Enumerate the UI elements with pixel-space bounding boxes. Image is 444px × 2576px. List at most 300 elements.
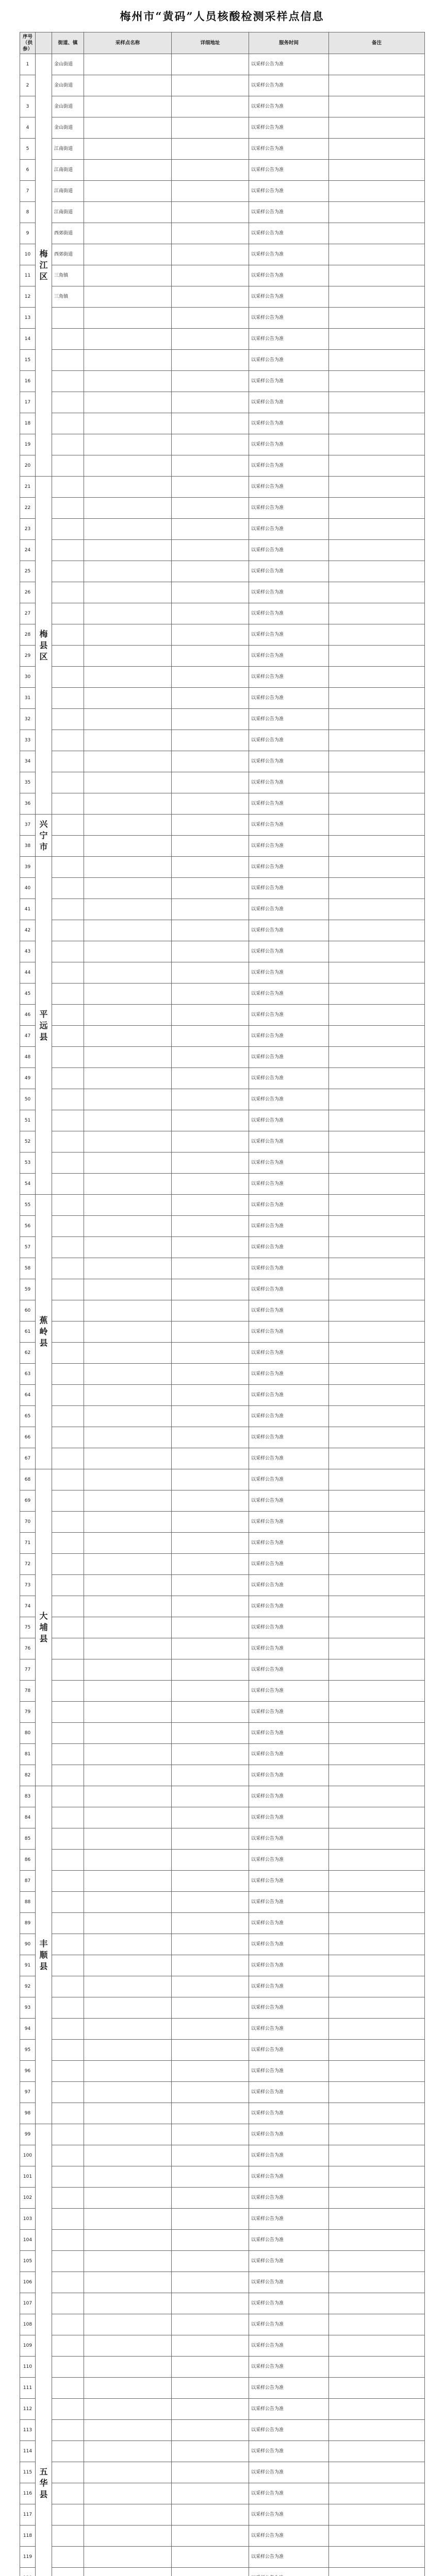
remark-cell	[329, 540, 425, 561]
row-number: 57	[20, 1237, 36, 1258]
row-number: 109	[20, 2335, 36, 2357]
row-number: 69	[20, 1490, 36, 1512]
row-number: 2	[20, 75, 36, 96]
address-cell	[172, 1216, 249, 1237]
address-cell	[172, 730, 249, 751]
row-number: 33	[20, 730, 36, 751]
district-pingyuan: 平远县	[36, 857, 52, 1195]
table-row	[20, 1512, 425, 1533]
address-cell	[172, 413, 249, 434]
address-cell	[172, 941, 249, 962]
town-cell	[52, 2061, 84, 2082]
table-row	[20, 2399, 425, 2420]
table-row	[20, 1913, 425, 1934]
site-name-cell	[84, 920, 172, 941]
address-cell	[172, 223, 249, 244]
town-cell	[52, 2483, 84, 2504]
town-cell	[52, 1047, 84, 1068]
remark-cell	[329, 1300, 425, 1321]
address-cell	[172, 455, 249, 477]
site-name-cell	[84, 2251, 172, 2272]
remark-cell	[329, 1828, 425, 1850]
site-name-cell	[84, 1195, 172, 1216]
address-cell	[172, 1807, 249, 1828]
row-number: 119	[20, 2547, 36, 2568]
service-time-cell: 以采样公告为准	[249, 984, 329, 1005]
table-body	[20, 54, 425, 2576]
table-row	[20, 1934, 425, 1955]
table-row	[20, 2420, 425, 2441]
table-row	[20, 603, 425, 624]
town-cell	[52, 477, 84, 498]
address-cell	[172, 857, 249, 878]
remark-cell	[329, 139, 425, 160]
row-number: 84	[20, 1807, 36, 1828]
site-name-cell	[84, 793, 172, 815]
town-cell	[52, 1807, 84, 1828]
service-time-cell: 以采样公告为准	[249, 1892, 329, 1913]
site-name-cell	[84, 1828, 172, 1850]
service-time-cell: 以采样公告为准	[249, 1279, 329, 1300]
address-cell	[172, 2103, 249, 2124]
remark-cell	[329, 793, 425, 815]
site-name-cell	[84, 2314, 172, 2335]
site-name-cell	[84, 2441, 172, 2462]
town-cell	[52, 413, 84, 434]
address-cell	[172, 540, 249, 561]
row-number: 20	[20, 455, 36, 477]
site-name-cell	[84, 350, 172, 371]
table-row	[20, 709, 425, 730]
address-cell	[172, 1385, 249, 1406]
site-name-cell	[84, 2483, 172, 2504]
table-row	[20, 96, 425, 117]
table-row	[20, 1026, 425, 1047]
town-cell	[52, 1681, 84, 1702]
row-number: 51	[20, 1110, 36, 1131]
address-cell	[172, 1174, 249, 1195]
service-time-cell: 以采样公告为准	[249, 2040, 329, 2061]
site-name-cell	[84, 561, 172, 582]
row-number: 96	[20, 2061, 36, 2082]
address-cell	[172, 2399, 249, 2420]
address-cell	[172, 1300, 249, 1321]
service-time-cell: 以采样公告为准	[249, 244, 329, 265]
remark-cell	[329, 836, 425, 857]
table-row	[20, 2441, 425, 2462]
row-number: 21	[20, 477, 36, 498]
address-cell	[172, 1237, 249, 1258]
address-cell	[172, 308, 249, 329]
town-cell	[52, 1469, 84, 1490]
service-time-cell: 以采样公告为准	[249, 96, 329, 117]
town-cell	[52, 1723, 84, 1744]
site-name-cell	[84, 1385, 172, 1406]
town-cell	[52, 2526, 84, 2547]
address-cell	[172, 1364, 249, 1385]
row-number: 60	[20, 1300, 36, 1321]
site-name-cell	[84, 1258, 172, 1279]
remark-cell	[329, 667, 425, 688]
row-number: 98	[20, 2103, 36, 2124]
town-cell	[52, 1131, 84, 1153]
site-name-cell	[84, 2462, 172, 2483]
row-number: 36	[20, 793, 36, 815]
remark-cell	[329, 646, 425, 667]
address-cell	[172, 1026, 249, 1047]
table-row	[20, 1765, 425, 1786]
town-cell: 金山街道	[52, 54, 84, 75]
row-number: 71	[20, 1533, 36, 1554]
service-time-cell: 以采样公告为准	[249, 1005, 329, 1026]
service-time-cell: 以采样公告为准	[249, 329, 329, 350]
address-cell	[172, 2124, 249, 2145]
town-cell	[52, 308, 84, 329]
row-number: 34	[20, 751, 36, 772]
row-number: 15	[20, 350, 36, 371]
service-time-cell: 以采样公告为准	[249, 286, 329, 308]
address-cell	[172, 117, 249, 139]
town-cell	[52, 984, 84, 1005]
town-cell	[52, 1575, 84, 1596]
remark-cell	[329, 1047, 425, 1068]
address-cell	[172, 815, 249, 836]
table-row	[20, 2293, 425, 2314]
table-row	[20, 667, 425, 688]
table-row	[20, 1469, 425, 1490]
service-time-cell: 以采样公告为准	[249, 1469, 329, 1490]
address-cell	[172, 244, 249, 265]
town-cell	[52, 582, 84, 603]
address-cell	[172, 667, 249, 688]
address-cell	[172, 2272, 249, 2293]
site-name-cell	[84, 624, 172, 646]
service-time-cell: 以采样公告为准	[249, 2061, 329, 2082]
site-name-cell	[84, 878, 172, 899]
town-cell	[52, 1195, 84, 1216]
table-row	[20, 1005, 425, 1026]
address-cell	[172, 646, 249, 667]
table-row	[20, 265, 425, 286]
remark-cell	[329, 2504, 425, 2526]
site-name-cell	[84, 392, 172, 413]
remark-cell	[329, 815, 425, 836]
town-cell	[52, 1744, 84, 1765]
remark-cell	[329, 1258, 425, 1279]
district-wuhua: 五华县	[36, 2124, 52, 2576]
table-row	[20, 561, 425, 582]
site-name-cell	[84, 603, 172, 624]
address-cell	[172, 160, 249, 181]
site-name-cell	[84, 1089, 172, 1110]
row-number: 49	[20, 1068, 36, 1089]
site-name-cell	[84, 1955, 172, 1976]
town-cell	[52, 1406, 84, 1427]
town-cell	[52, 1385, 84, 1406]
remark-cell	[329, 1997, 425, 2019]
site-name-cell	[84, 772, 172, 793]
remark-cell	[329, 1955, 425, 1976]
site-name-cell	[84, 582, 172, 603]
site-name-cell	[84, 96, 172, 117]
table-row	[20, 413, 425, 434]
address-cell	[172, 96, 249, 117]
table-row	[20, 1533, 425, 1554]
row-number: 48	[20, 1047, 36, 1068]
site-name-cell	[84, 1575, 172, 1596]
table-row	[20, 688, 425, 709]
site-name-cell	[84, 2420, 172, 2441]
table-row	[20, 2019, 425, 2040]
remark-cell	[329, 1554, 425, 1575]
remark-cell	[329, 2145, 425, 2166]
site-name-cell	[84, 709, 172, 730]
remark-cell	[329, 413, 425, 434]
remark-cell	[329, 1448, 425, 1469]
service-time-cell: 以采样公告为准	[249, 2230, 329, 2251]
remark-cell	[329, 392, 425, 413]
row-number: 92	[20, 1976, 36, 1997]
table-row	[20, 2251, 425, 2272]
remark-cell	[329, 1427, 425, 1448]
town-cell	[52, 561, 84, 582]
table-row	[20, 2314, 425, 2335]
table-row	[20, 836, 425, 857]
row-number: 70	[20, 1512, 36, 1533]
table-row	[20, 962, 425, 984]
site-name-cell	[84, 1364, 172, 1385]
remark-cell	[329, 1406, 425, 1427]
remark-cell	[329, 265, 425, 286]
town-cell	[52, 2335, 84, 2357]
site-name-cell	[84, 1321, 172, 1343]
site-name-cell	[84, 308, 172, 329]
town-cell	[52, 815, 84, 836]
site-name-cell	[84, 2230, 172, 2251]
table-row	[20, 1681, 425, 1702]
town-cell	[52, 2230, 84, 2251]
row-number: 43	[20, 941, 36, 962]
service-time-cell: 以采样公告为准	[249, 2378, 329, 2399]
address-cell	[172, 371, 249, 392]
table-row	[20, 1321, 425, 1343]
row-number: 37	[20, 815, 36, 836]
remark-cell	[329, 1110, 425, 1131]
row-number: 79	[20, 1702, 36, 1723]
row-number: 72	[20, 1554, 36, 1575]
service-time-cell: 以采样公告为准	[249, 1321, 329, 1343]
address-cell	[172, 1892, 249, 1913]
row-number: 46	[20, 1005, 36, 1026]
district-meijiang: 梅江区	[36, 54, 52, 477]
site-name-cell	[84, 2547, 172, 2568]
town-cell	[52, 2272, 84, 2293]
remark-cell	[329, 1659, 425, 1681]
row-number: 9	[20, 223, 36, 244]
address-cell	[172, 603, 249, 624]
row-number: 116	[20, 2483, 36, 2504]
row-number: 45	[20, 984, 36, 1005]
remark-cell	[329, 2103, 425, 2124]
town-cell	[52, 688, 84, 709]
service-time-cell: 以采样公告为准	[249, 2526, 329, 2547]
remark-cell	[329, 2272, 425, 2293]
row-number: 113	[20, 2420, 36, 2441]
town-cell	[52, 2124, 84, 2145]
table-row	[20, 920, 425, 941]
address-cell	[172, 793, 249, 815]
service-time-cell: 以采样公告为准	[249, 265, 329, 286]
table-row	[20, 1702, 425, 1723]
remark-cell	[329, 941, 425, 962]
table-row	[20, 878, 425, 899]
table-row	[20, 2230, 425, 2251]
site-name-cell	[84, 1131, 172, 1153]
table-row	[20, 2483, 425, 2504]
service-time-cell: 以采样公告为准	[249, 1807, 329, 1828]
row-number: 75	[20, 1617, 36, 1638]
service-time-cell: 以采样公告为准	[249, 1786, 329, 1807]
row-number: 38	[20, 836, 36, 857]
site-name-cell	[84, 1617, 172, 1638]
remark-cell	[329, 2166, 425, 2188]
district-xingning: 兴宁市	[36, 815, 52, 857]
service-time-cell: 以采样公告为准	[249, 2420, 329, 2441]
service-time-cell: 以采样公告为准	[249, 772, 329, 793]
town-cell: 江南街道	[52, 202, 84, 223]
service-time-cell: 以采样公告为准	[249, 646, 329, 667]
remark-cell	[329, 2230, 425, 2251]
remark-cell	[329, 2209, 425, 2230]
service-time-cell: 以采样公告为准	[249, 815, 329, 836]
service-time-cell: 以采样公告为准	[249, 540, 329, 561]
remark-cell	[329, 688, 425, 709]
row-number: 110	[20, 2357, 36, 2378]
remark-cell	[329, 603, 425, 624]
remark-cell	[329, 1068, 425, 1089]
site-name-cell	[84, 2526, 172, 2547]
town-cell	[52, 2357, 84, 2378]
row-number: 100	[20, 2145, 36, 2166]
remark-cell	[329, 2420, 425, 2441]
town-cell	[52, 1955, 84, 1976]
address-cell	[172, 2251, 249, 2272]
remark-cell	[329, 2082, 425, 2103]
service-time-cell: 以采样公告为准	[249, 1744, 329, 1765]
remark-cell	[329, 181, 425, 202]
table-row	[20, 899, 425, 920]
site-name-cell	[84, 2568, 172, 2576]
service-time-cell: 以采样公告为准	[249, 1512, 329, 1533]
town-cell	[52, 2378, 84, 2399]
row-number: 23	[20, 519, 36, 540]
service-time-cell: 以采样公告为准	[249, 223, 329, 244]
service-time-cell: 以采样公告为准	[249, 2145, 329, 2166]
address-cell	[172, 1343, 249, 1364]
table-row	[20, 1174, 425, 1195]
town-cell	[52, 1026, 84, 1047]
site-name-cell	[84, 2504, 172, 2526]
service-time-cell: 以采样公告为准	[249, 1955, 329, 1976]
remark-cell	[329, 984, 425, 1005]
service-time-cell: 以采样公告为准	[249, 2547, 329, 2568]
table-row	[20, 1850, 425, 1871]
remark-cell	[329, 1195, 425, 1216]
table-row	[20, 1955, 425, 1976]
town-cell	[52, 646, 84, 667]
row-number: 66	[20, 1427, 36, 1448]
address-cell	[172, 2061, 249, 2082]
town-cell: 三角镇	[52, 265, 84, 286]
table-row	[20, 941, 425, 962]
remark-cell	[329, 498, 425, 519]
service-time-cell: 以采样公告为准	[249, 519, 329, 540]
row-number: 26	[20, 582, 36, 603]
site-name-cell	[84, 1406, 172, 1427]
service-time-cell: 以采样公告为准	[249, 160, 329, 181]
site-name-cell	[84, 1997, 172, 2019]
site-name-cell	[84, 2061, 172, 2082]
table-row	[20, 1490, 425, 1512]
table-row	[20, 1807, 425, 1828]
row-number: 117	[20, 2504, 36, 2526]
row-number: 86	[20, 1850, 36, 1871]
row-number: 102	[20, 2188, 36, 2209]
town-cell	[52, 434, 84, 455]
address-cell	[172, 1258, 249, 1279]
table-row	[20, 2272, 425, 2293]
address-cell	[172, 2019, 249, 2040]
site-name-cell	[84, 1300, 172, 1321]
table-row	[20, 815, 425, 836]
service-time-cell: 以采样公告为准	[249, 2335, 329, 2357]
service-time-cell: 以采样公告为准	[249, 878, 329, 899]
site-name-cell	[84, 2357, 172, 2378]
site-name-cell	[84, 265, 172, 286]
row-number: 11	[20, 265, 36, 286]
town-cell: 西郊街道	[52, 244, 84, 265]
remark-cell	[329, 730, 425, 751]
address-cell	[172, 1554, 249, 1575]
site-name-cell	[84, 2166, 172, 2188]
district-fengshun: 丰顺县	[36, 1786, 52, 2124]
town-cell	[52, 1427, 84, 1448]
row-number: 7	[20, 181, 36, 202]
row-number: 16	[20, 371, 36, 392]
remark-cell	[329, 519, 425, 540]
service-time-cell: 以采样公告为准	[249, 2251, 329, 2272]
row-number: 112	[20, 2399, 36, 2420]
town-cell	[52, 1997, 84, 2019]
town-cell	[52, 2040, 84, 2061]
address-cell	[172, 962, 249, 984]
town-cell	[52, 1659, 84, 1681]
town-cell: 金山街道	[52, 75, 84, 96]
remark-cell	[329, 75, 425, 96]
site-name-cell	[84, 1723, 172, 1744]
site-name-cell	[84, 139, 172, 160]
row-number: 19	[20, 434, 36, 455]
table-row	[20, 286, 425, 308]
row-number: 55	[20, 1195, 36, 1216]
service-time-cell: 以采样公告为准	[249, 1216, 329, 1237]
address-cell	[172, 1005, 249, 1026]
address-cell	[172, 2335, 249, 2357]
table-row	[20, 2082, 425, 2103]
town-cell: 金山街道	[52, 96, 84, 117]
table-row	[20, 117, 425, 139]
address-cell	[172, 1089, 249, 1110]
